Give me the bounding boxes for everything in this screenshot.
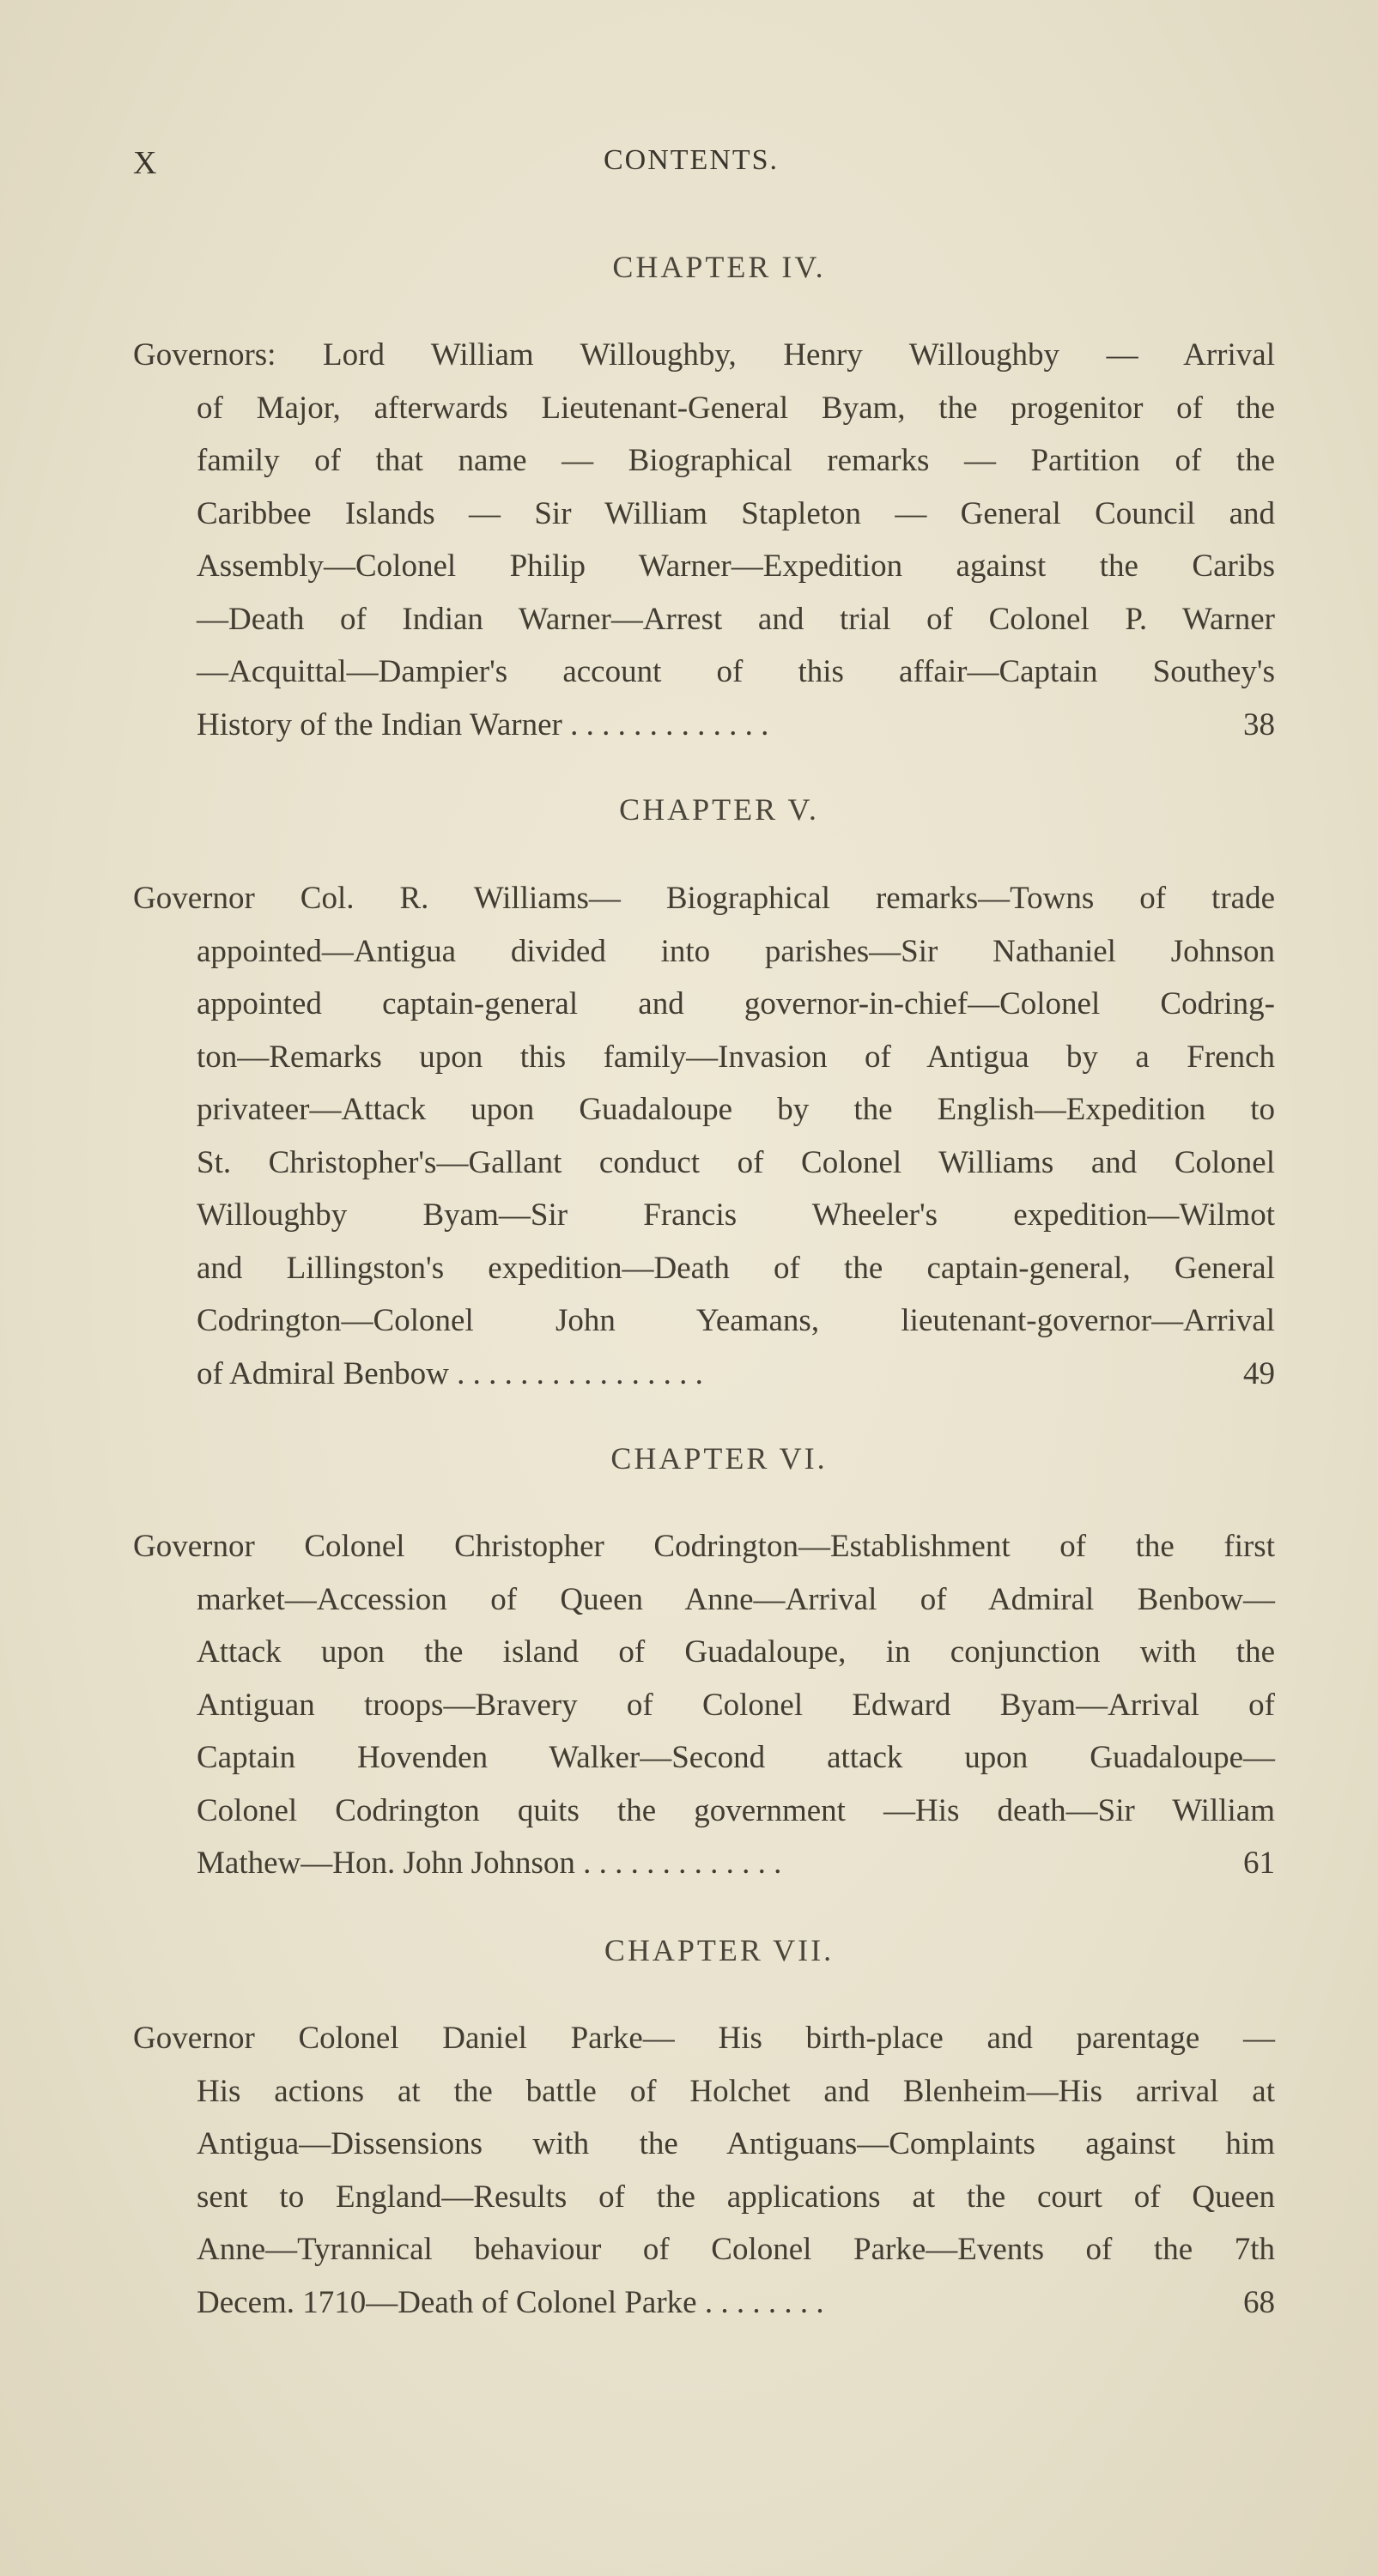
entry-line-text: History of the Indian Warner [197, 706, 562, 742]
entry-last-line [133, 1837, 1275, 1890]
dot-leader: . . . . . . . . . . . . . [583, 1846, 782, 1881]
entry-line: family of that name — Biographical remarks — Partition of the [197, 443, 1275, 478]
entry-line: of Major, afterwards Lieutenant-General Byam, the progenitor of the [197, 390, 1275, 426]
entry-line: privateer—Attack upon Guadaloupe by the English—Expedition to [197, 1092, 1275, 1127]
page-reference: 38 [1243, 706, 1275, 742]
running-head [133, 144, 1275, 179]
entry-last-line [133, 2276, 1275, 2330]
entry-line: Governors: Lord William Willoughby, Henry Willoughby — Arrival [133, 337, 1275, 373]
chapter-entry [133, 872, 1275, 1400]
entry-line: Antigua—Dissensions with the Antiguans—Complaints against him [197, 2126, 1275, 2161]
entry-line: Assembly—Colonel Philip Warner—Expedition against the Caribs [197, 549, 1275, 584]
chapter-entry [133, 1520, 1275, 1890]
entry-line: Governor Col. R. Williams— Biographical remarks—Towns of trade [133, 881, 1275, 916]
entry-line: market—Accession of Queen Anne—Arrival of Admiral Benbow— [197, 1581, 1275, 1617]
chapter-entry [133, 2012, 1275, 2329]
entry-line: sent to England—Results of the applications at the court of Queen [197, 2179, 1275, 2215]
chapter-heading-text: CHAPTER IV. [612, 250, 826, 284]
entry-line: Attack upon the island of Guadaloupe, in conjunction with the [197, 1634, 1275, 1670]
entry-line: ton—Remarks upon this family—Invasion of Antigua by a French [197, 1039, 1275, 1075]
running-title: CONTENTS. [604, 144, 780, 176]
chapter-heading-text: CHAPTER VII. [604, 1933, 835, 1967]
page-reference: 49 [1243, 1355, 1275, 1391]
chapter-heading-text: CHAPTER VI. [610, 1441, 828, 1476]
dot-leader: . . . . . . . . . . . . . [570, 706, 769, 742]
entry-line: and Lillingston's expedition—Death of the captain-general, General [197, 1250, 1275, 1286]
chapter-heading [0, 249, 1378, 285]
entry-line: Captain Hovenden Walker—Second attack upon Guadaloupe— [197, 1740, 1275, 1775]
dot-leader: . . . . . . . . [704, 2284, 824, 2320]
entry-line: Governor Colonel Daniel Parke— His birth-place and parentage — [133, 2021, 1275, 2056]
entry-line: Antiguan troops—Bravery of Colonel Edward Byam—Arrival of [197, 1687, 1275, 1723]
entry-line: Governor Colonel Christopher Codrington—Establishment of the first [133, 1529, 1275, 1564]
chapter-heading [0, 1440, 1378, 1476]
entry-line-text: Mathew—Hon. John Johnson [197, 1846, 575, 1881]
page-reference: 68 [1243, 2284, 1275, 2320]
entry-line: —Death of Indian Warner—Arrest and trial of Colonel P. Warner [197, 601, 1275, 637]
entry-last-line [133, 699, 1275, 752]
entry-line: Willoughby Byam—Sir Francis Wheeler's expedition—Wilmot [197, 1197, 1275, 1233]
entry-line: St. Christopher's—Gallant conduct of Colonel Williams and Colonel [197, 1144, 1275, 1180]
entry-line: Caribbee Islands — Sir William Stapleton — General Council and [197, 495, 1275, 531]
entry-line: Colonel Codrington quits the government —His death—Sir William [197, 1792, 1275, 1828]
entry-line-text: of Admiral Benbow [197, 1355, 449, 1391]
entry-line: —Acquittal—Dampier's account of this affair—Captain Southey's [197, 654, 1275, 689]
entry-last-line [133, 1348, 1275, 1401]
chapter-heading-text: CHAPTER V. [619, 792, 819, 827]
dot-leader: . . . . . . . . . . . . . . . . [457, 1355, 703, 1391]
entry-line: appointed captain-general and governor-in-chief—Colonel Codring- [197, 986, 1275, 1021]
entry-line: appointed—Antigua divided into parishes—Sir Nathaniel Johnson [197, 933, 1275, 969]
page-reference: 61 [1243, 1846, 1275, 1881]
entry-line-text: Decem. 1710—Death of Colonel Parke [197, 2284, 697, 2320]
chapter-heading [0, 791, 1378, 827]
chapter-entry [133, 329, 1275, 751]
entry-line: Anne—Tyrannical behaviour of Colonel Parke—Events of the 7th [197, 2232, 1275, 2267]
entry-line: Codrington—Colonel John Yeamans, lieutenant-governor—Arrival [197, 1303, 1275, 1338]
chapter-heading [0, 1932, 1378, 1968]
entry-line: His actions at the battle of Holchet and Blenheim—His arrival at [197, 2073, 1275, 2109]
page-numeral: X [133, 145, 158, 181]
